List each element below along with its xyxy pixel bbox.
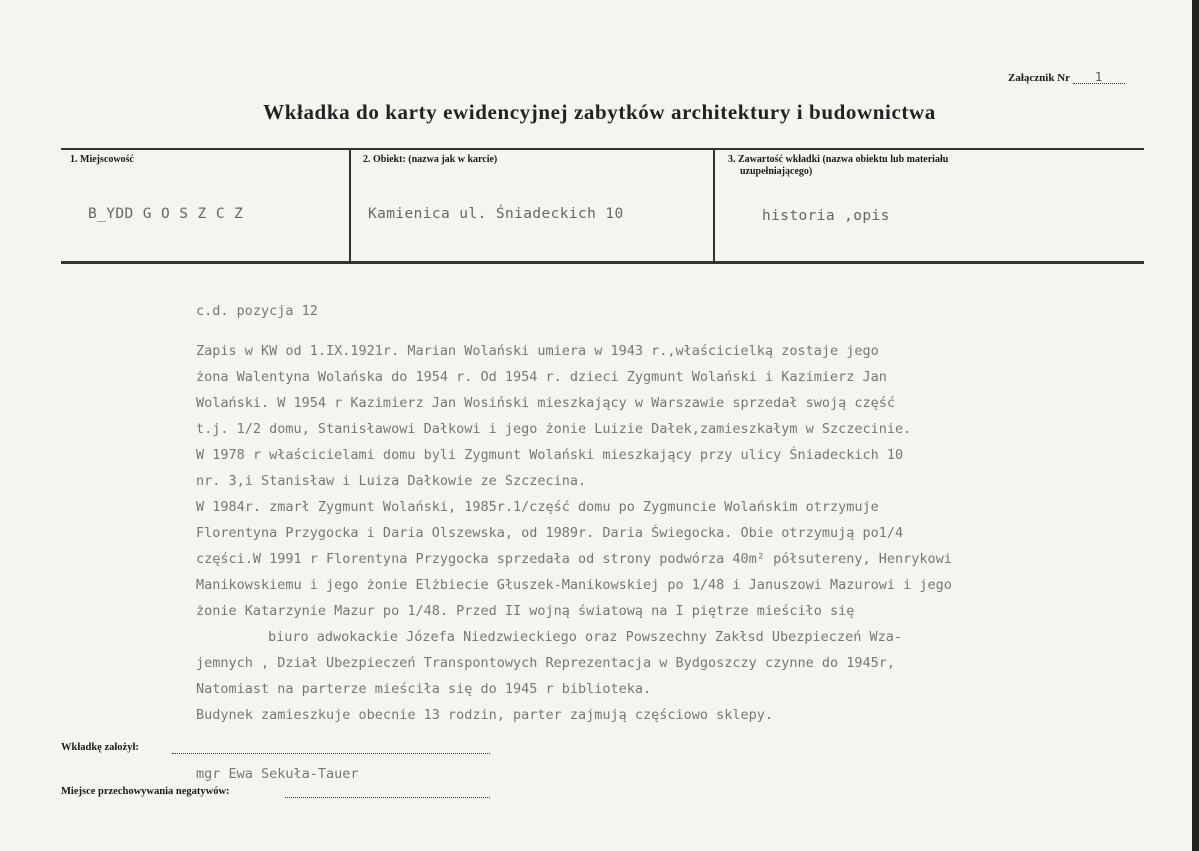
body-line: jemnych , Dział Ubezpieczeń Transpontowych Reprezentacja w Bydgoszczy czynne do 1945r, bbox=[196, 655, 895, 671]
annex-number-value: 1 bbox=[1073, 72, 1125, 84]
body-line: Wolański. W 1954 r Kazimierz Jan Wosiński mieszkający w Warszawie sprzedał swoją część bbox=[196, 395, 895, 411]
content-label: 3. Zawartość wkładki (nazwa obiektu lub materiału uzupełniającego) bbox=[728, 154, 949, 177]
body-line: biuro adwokackie Józefa Niedzwieckiego oraz Powszechny Zakłsd Ubezpieczeń Wza- bbox=[268, 629, 902, 645]
locality-label: 1. Miejscowość bbox=[70, 154, 134, 165]
column-divider-1 bbox=[349, 150, 351, 263]
created-by-label: Wkładkę założył: bbox=[61, 742, 139, 753]
body-line: żona Walentyna Wolańska do 1954 r. Od 1954 r. dzieci Zygmunt Wolański i Kazimierz Jan bbox=[196, 369, 887, 385]
locality-value: B_YDD G O S Z C Z bbox=[88, 206, 244, 222]
object-label: 2. Obiekt: (nazwa jak w karcie) bbox=[363, 154, 498, 165]
body-line: Budynek zamieszkuje obecnie 13 rodzin, parter zajmują częściowo sklepy. bbox=[196, 707, 774, 723]
body-line: W 1978 r właścicielami domu byli Zygmunt Wolański mieszkający przy ulicy Śniadeckich 10 bbox=[196, 447, 904, 463]
body-line: t.j. 1/2 domu, Stanisławowi Dałkowi i jego żonie Luizie Dałek,zamieszkałym w Szczecinie. bbox=[196, 421, 912, 437]
document-title: Wkładka do karty ewidencyjnej zabytków architektury i budownictwa bbox=[263, 100, 936, 124]
typed-body bbox=[196, 298, 1156, 728]
body-line: Zapis w KW od 1.IX.1921r. Marian Wolański umiera w 1943 r.,właścicielką zostaje jego bbox=[196, 343, 879, 359]
body-line: żonie Katarzynie Mazur po 1/48. Przed II wojną światową na I piętrze mieściło się bbox=[196, 603, 855, 619]
author-name: mgr Ewa Sekuła-Tauer bbox=[196, 766, 359, 782]
annex-number bbox=[1008, 72, 1125, 84]
body-line: Manikowskiemu i jego żonie Elżbiecie Głuszek-Manikowskiej po 1/48 i Januszowi Mazurowi i jego bbox=[196, 577, 952, 593]
body-line: nr. 3,i Stanisław i Luiza Dałkowie ze Szczecina. bbox=[196, 473, 587, 489]
body-line: W 1984r. zmarł Zygmunt Wolański, 1985r.1/część domu po Zygmuncie Wolańskim otrzymuje bbox=[196, 499, 879, 515]
content-value: historia ,opis bbox=[762, 208, 890, 224]
column-divider-2 bbox=[713, 150, 715, 263]
annex-label: Załącznik Nr bbox=[1008, 72, 1070, 84]
body-line: części.W 1991 r Florentyna Przygocka sprzedała od strony podwórza 40m² półsutereny, Henrykowi bbox=[196, 551, 952, 567]
body-line: Natomiast na parterze mieściła się do 1945 r biblioteka. bbox=[196, 681, 652, 697]
table-top-rule bbox=[61, 148, 1144, 150]
continuation-heading: c.d. pozycja 12 bbox=[196, 303, 318, 319]
table-bottom-rule bbox=[61, 261, 1144, 264]
created-by-dotted-line bbox=[172, 752, 490, 754]
negatives-location-label: Miejsce przechowywania negatywów: bbox=[61, 786, 230, 797]
object-value: Kamienica ul. Śniadeckich 10 bbox=[368, 206, 624, 222]
scan-edge bbox=[1192, 0, 1199, 851]
body-line: Florentyna Przygocka i Daria Olszewska, od 1989r. Daria Świegocka. Obie otrzymują po1/4 bbox=[196, 525, 904, 541]
negatives-dotted-line bbox=[285, 796, 490, 798]
